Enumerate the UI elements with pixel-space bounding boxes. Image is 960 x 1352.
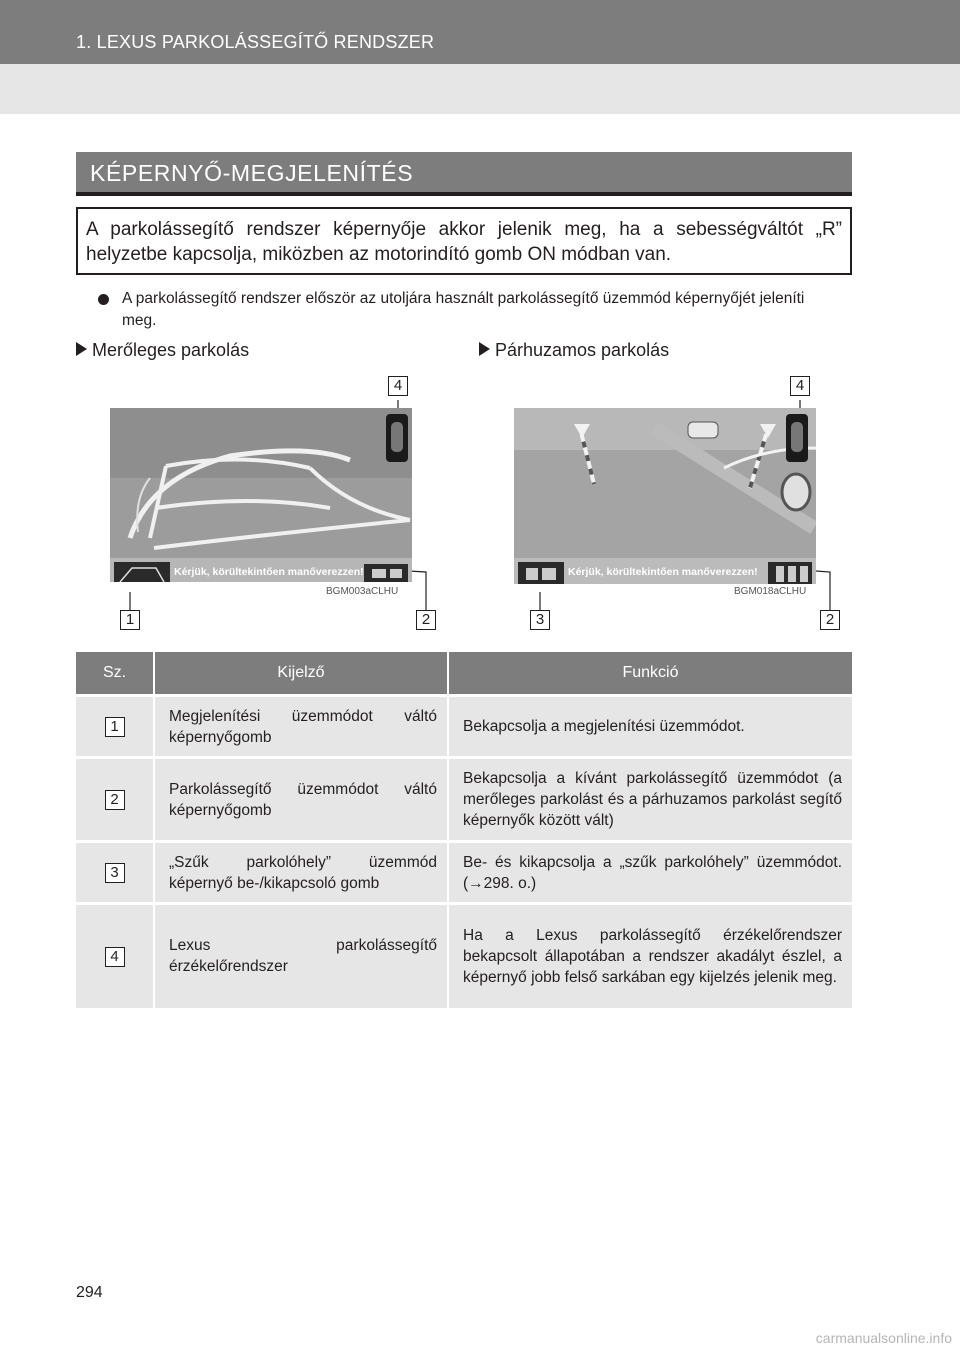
col-header-number: Sz. — [76, 652, 154, 696]
callout-4: 4 — [388, 376, 408, 396]
row-number: 1 — [105, 717, 125, 737]
row-display: Lexus parkolássegítő érzékelőrendszer — [154, 904, 448, 1008]
bullet-text: A parkolássegítő rendszer először az utoljára használt parkolássegítő üzemmód képernyőjét jeleníti meg. — [122, 290, 805, 329]
section-title: KÉPERNYŐ-MEGJELENÍTÉS — [90, 160, 414, 186]
callout-4: 4 — [790, 376, 810, 396]
table-row — [76, 904, 852, 1008]
page-number: 294 — [76, 1284, 103, 1301]
camera-view — [110, 408, 412, 592]
table-row — [76, 842, 852, 904]
caption-text: Merőleges parkolás — [92, 340, 250, 360]
chapter-title: 1. LEXUS PARKOLÁSSEGÍTŐ RENDSZER — [76, 32, 435, 52]
section-title-bar — [76, 152, 852, 196]
callout-1: 1 — [120, 610, 140, 630]
row-number: 3 — [105, 863, 125, 883]
figure-parallel — [506, 372, 852, 638]
table-header-row — [76, 652, 852, 696]
warning-message: Kérjük, körültekintően manőverezzen! — [568, 566, 758, 578]
intro-text: A parkolássegítő rendszer képernyője akkor jelenik meg, ha a sebességváltót „R” helyzetbe kapcsolja, miközben az motorindító gomb ON módban van. — [86, 219, 842, 265]
table-row — [76, 758, 852, 842]
callout-3: 3 — [530, 610, 550, 630]
watermark: carmanualsonline.info — [815, 1330, 952, 1346]
row-display: „Szűk parkolóhely” üzemmód képernyő be-/kikapcsoló gomb — [154, 842, 448, 904]
figure-code: BGM018aCLHU — [734, 586, 807, 597]
intro-box — [76, 207, 852, 275]
figure-code: BGM003aCLHU — [326, 586, 399, 597]
function-table — [76, 652, 852, 1008]
table-row — [76, 696, 852, 758]
camera-screen-perpendicular — [110, 408, 412, 592]
col-header-function: Funkció — [448, 652, 852, 696]
row-display: Megjelenítési üzemmódot váltó képernyőgomb — [154, 696, 448, 758]
camera-view — [514, 408, 816, 592]
row-display: Parkolássegítő üzemmódot váltó képernyőgomb — [154, 758, 448, 842]
camera-screen-parallel — [514, 408, 816, 592]
callout-2: 2 — [416, 610, 436, 630]
figure-caption-perpendicular — [76, 340, 249, 361]
row-number: 2 — [105, 790, 125, 810]
row-function: Be- és kikapcsolja a „szűk parkolóhely” üzemmódot. (→298. o.) — [448, 842, 852, 904]
row-function: Ha a Lexus parkolássegítő érzékelőrendszer bekapcsolt állapotában a rendszer akadályt észlel, a képernyő jobb felső sarkában egy kijelzés jelenik meg. — [448, 904, 852, 1008]
figure-perpendicular — [100, 372, 450, 638]
bullet-dot-icon — [98, 294, 109, 305]
row-function: Bekapcsolja a megjelenítési üzemmódot. — [448, 696, 852, 758]
chapter-header — [0, 0, 960, 64]
callout-2: 2 — [820, 610, 840, 630]
warning-message: Kérjük, körültekintően manőverezzen! — [174, 566, 364, 578]
triangle-pointer-icon — [76, 342, 87, 356]
row-function: Bekapcsolja a kívánt parkolássegítő üzemmódot (a merőleges parkolást és a párhuzamos parkolást segítő képernyők között vált) — [448, 758, 852, 842]
col-header-display: Kijelző — [154, 652, 448, 696]
caption-text: Párhuzamos parkolás — [495, 340, 670, 360]
triangle-pointer-icon — [479, 342, 490, 356]
figure-caption-parallel — [479, 340, 669, 361]
row-number: 4 — [105, 947, 125, 967]
header-subband — [0, 64, 960, 114]
